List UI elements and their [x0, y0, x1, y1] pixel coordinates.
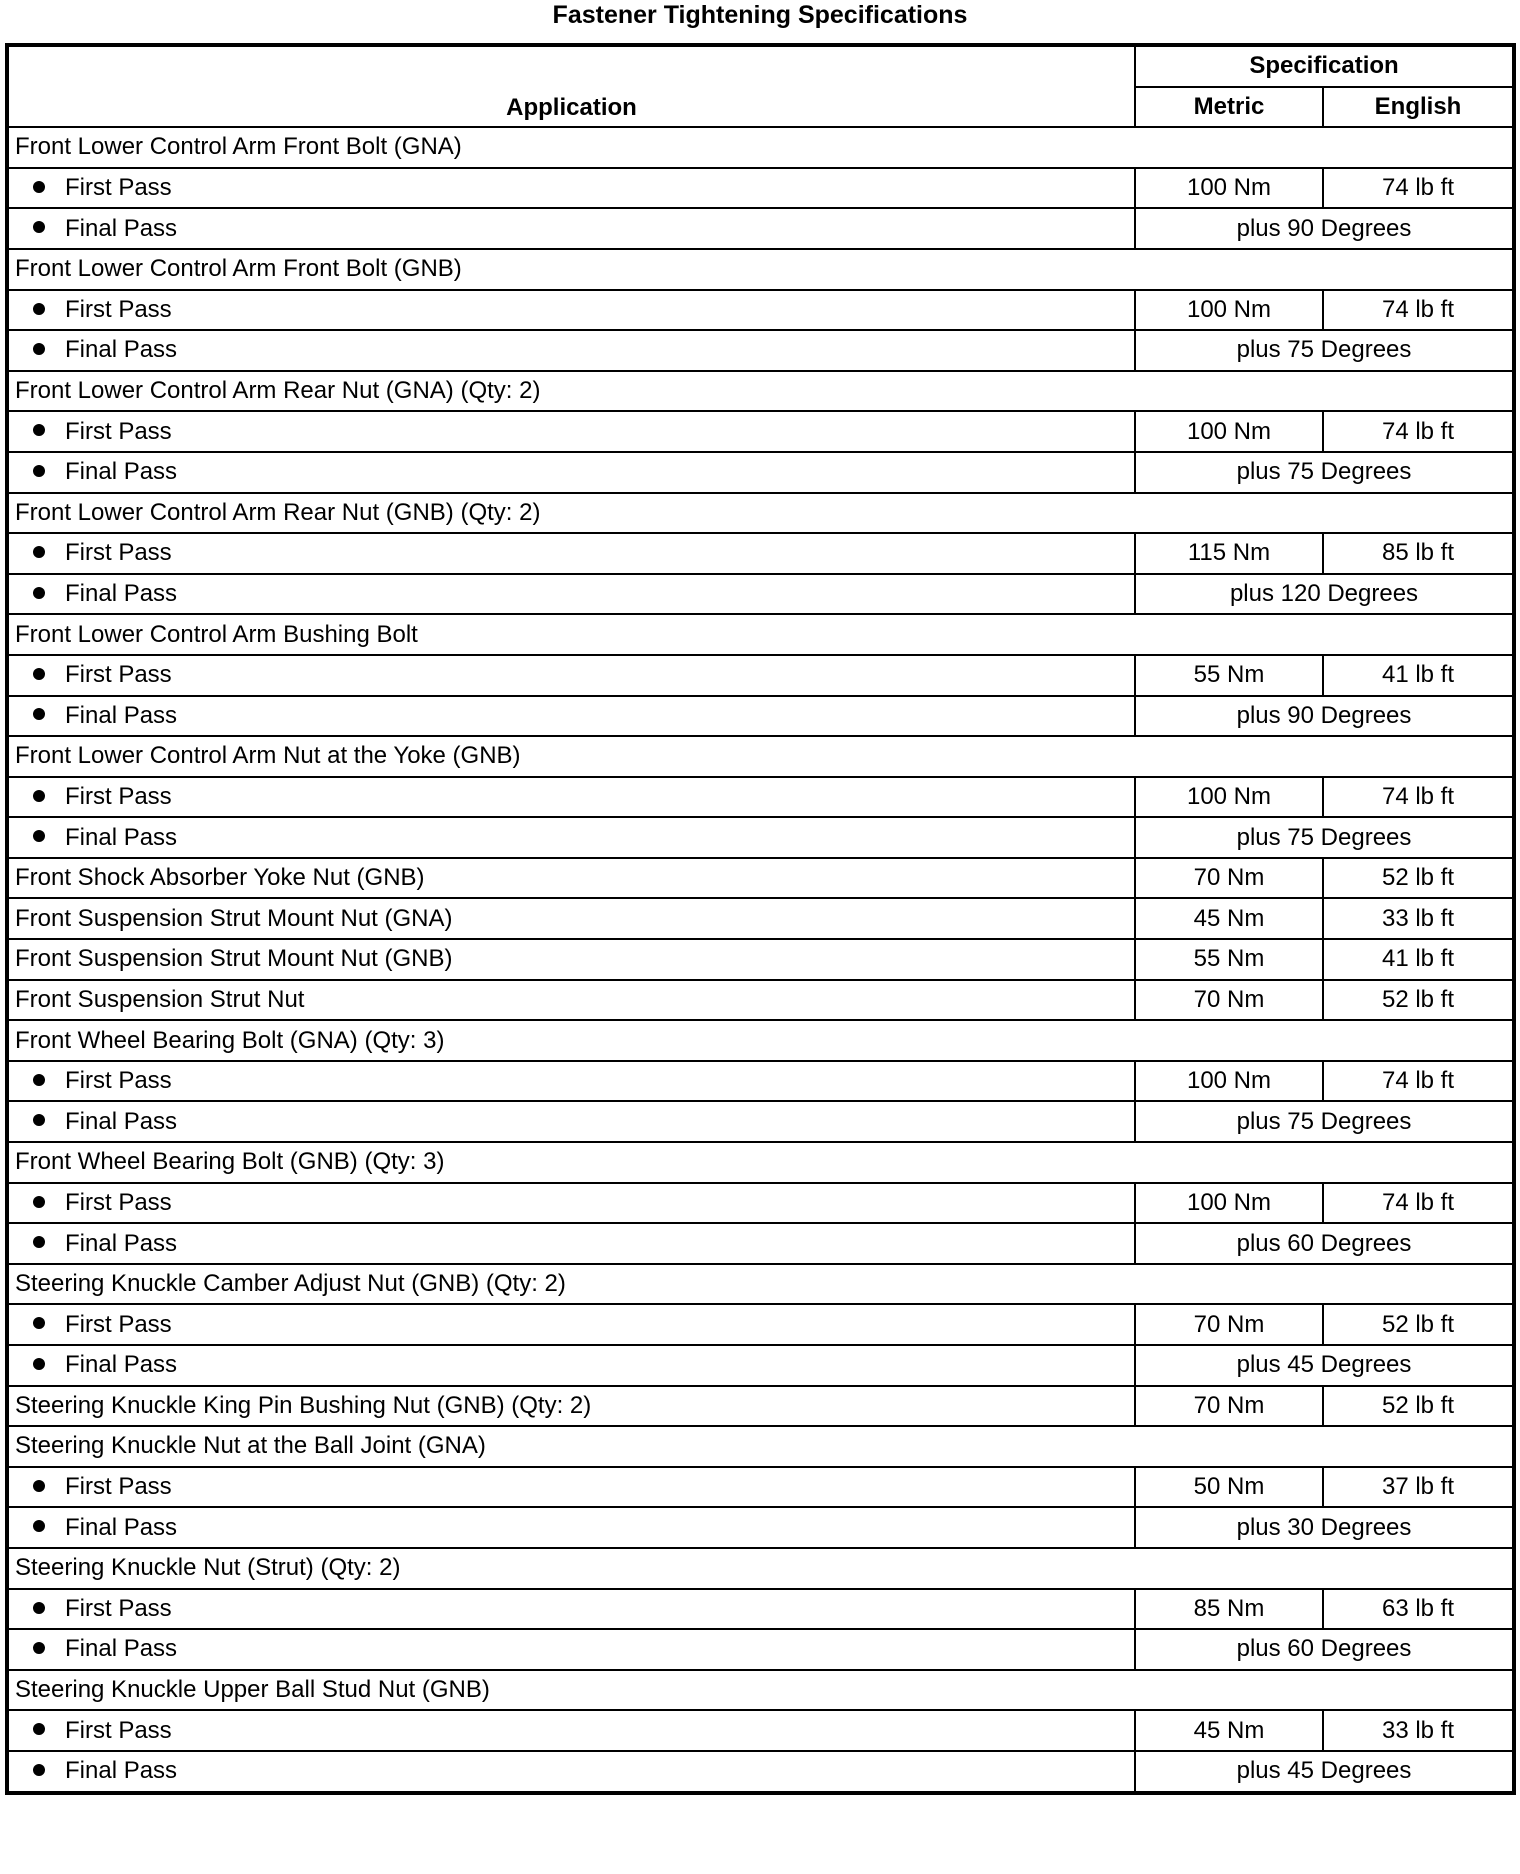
metric-cell-text: 100 Nm	[1186, 174, 1272, 202]
english-cell	[1323, 1304, 1514, 1345]
header-metric: Metric	[1135, 87, 1323, 128]
application-cell	[7, 1548, 1514, 1589]
bullet-icon	[33, 1358, 45, 1370]
application-cell	[7, 1426, 1514, 1467]
pass-label: First Pass	[65, 1188, 172, 1216]
bullet-icon	[33, 708, 45, 720]
metric-cell-text: 100 Nm	[1186, 782, 1272, 810]
pass-label: First Pass	[65, 1594, 172, 1622]
application-cell	[7, 168, 1135, 209]
pass-label: Final Pass	[65, 701, 178, 729]
bullet-icon	[33, 668, 45, 680]
table-row	[7, 208, 1514, 249]
table-row	[7, 127, 1514, 168]
metric-cell	[1135, 980, 1323, 1021]
application-cell	[7, 330, 1135, 371]
application-cell	[7, 1345, 1135, 1386]
header-row-top	[7, 45, 1514, 87]
metric-cell	[1135, 898, 1323, 939]
bullet-icon	[33, 343, 45, 355]
pass-label: Final Pass	[65, 1351, 178, 1379]
angle-spec-cell-text: plus 90 Degrees	[1236, 214, 1412, 242]
table-row	[7, 898, 1514, 939]
application-cell-text: Steering Knuckle Camber Adjust Nut (GNB) (Qty: 2)	[15, 1270, 566, 1298]
angle-spec-cell-text: plus 60 Degrees	[1236, 1229, 1412, 1257]
pass-label: First Pass	[65, 417, 172, 445]
metric-cell-text: 70 Nm	[1193, 1391, 1265, 1419]
metric-cell	[1135, 1061, 1323, 1102]
english-cell	[1323, 655, 1514, 696]
application-cell	[7, 939, 1135, 980]
application-cell-text: Steering Knuckle Nut (Strut) (Qty: 2)	[15, 1554, 401, 1582]
application-cell	[7, 696, 1135, 737]
table-row	[7, 817, 1514, 858]
english-cell-text: 74 lb ft	[1381, 295, 1455, 323]
bullet-icon	[33, 1074, 45, 1086]
table-row	[7, 1101, 1514, 1142]
table-row	[7, 655, 1514, 696]
pass-label: Final Pass	[65, 1107, 178, 1135]
application-cell	[7, 1142, 1514, 1183]
bullet-icon	[33, 587, 45, 599]
bullet-icon	[33, 1480, 45, 1492]
angle-spec-cell	[1135, 817, 1514, 858]
angle-spec-cell-text: plus 75 Degrees	[1236, 458, 1412, 486]
angle-spec-cell	[1135, 330, 1514, 371]
metric-cell	[1135, 777, 1323, 818]
application-cell-text: Front Wheel Bearing Bolt (GNB) (Qty: 3)	[15, 1148, 445, 1176]
application-cell-text: Front Lower Control Arm Rear Nut (GNB) (Qty: 2)	[15, 498, 541, 526]
table-row	[7, 1183, 1514, 1224]
angle-spec-cell	[1135, 1507, 1514, 1548]
application-cell-text: Front Shock Absorber Yoke Nut (GNB)	[15, 864, 425, 892]
application-cell	[7, 614, 1514, 655]
bullet-icon	[33, 1236, 45, 1248]
english-cell-text: 74 lb ft	[1381, 417, 1455, 445]
pass-label: First Pass	[65, 295, 172, 323]
english-cell-text: 41 lb ft	[1381, 661, 1455, 689]
application-cell	[7, 127, 1514, 168]
application-cell-text: Front Suspension Strut Mount Nut (GNB)	[15, 945, 453, 973]
application-cell-text: Front Wheel Bearing Bolt (GNA) (Qty: 3)	[15, 1026, 445, 1054]
page-title: Fastener Tightening Specifications	[552, 1, 968, 29]
application-cell	[7, 1751, 1135, 1793]
metric-cell	[1135, 1467, 1323, 1508]
bullet-icon	[33, 1723, 45, 1735]
english-cell-text: 85 lb ft	[1381, 539, 1455, 567]
angle-spec-cell-text: plus 45 Degrees	[1236, 1757, 1412, 1785]
table-row	[7, 533, 1514, 574]
metric-cell-text: 115 Nm	[1187, 539, 1271, 567]
application-cell	[7, 411, 1135, 452]
english-cell-text: 52 lb ft	[1381, 1391, 1455, 1419]
application-cell	[7, 1386, 1135, 1427]
pass-label: Final Pass	[65, 1229, 178, 1257]
metric-cell	[1135, 939, 1323, 980]
metric-cell-text: 55 Nm	[1193, 661, 1265, 689]
application-cell	[7, 1507, 1135, 1548]
bullet-icon	[33, 1764, 45, 1776]
angle-spec-cell-text: plus 75 Degrees	[1236, 823, 1412, 851]
english-cell	[1323, 411, 1514, 452]
metric-cell	[1135, 290, 1323, 331]
application-cell	[7, 1223, 1135, 1264]
application-cell	[7, 1629, 1135, 1670]
english-cell-text: 37 lb ft	[1381, 1473, 1455, 1501]
angle-spec-cell	[1135, 1629, 1514, 1670]
english-cell-text: 52 lb ft	[1381, 864, 1455, 892]
bullet-icon	[33, 790, 45, 802]
angle-spec-cell	[1135, 574, 1514, 615]
english-cell-text: 41 lb ft	[1381, 945, 1455, 973]
bullet-icon	[33, 1114, 45, 1126]
english-cell	[1323, 1710, 1514, 1751]
application-cell	[7, 777, 1135, 818]
pass-label: Final Pass	[65, 823, 178, 851]
table-row	[7, 1061, 1514, 1102]
angle-spec-cell	[1135, 1751, 1514, 1793]
application-cell	[7, 858, 1135, 899]
table-row	[7, 1426, 1514, 1467]
application-cell	[7, 452, 1135, 493]
pass-label: Final Pass	[65, 458, 178, 486]
table-row	[7, 371, 1514, 412]
application-cell	[7, 249, 1514, 290]
english-cell-text: 74 lb ft	[1381, 1188, 1455, 1216]
header-english: English	[1323, 87, 1514, 128]
table-row	[7, 1507, 1514, 1548]
pass-label: Final Pass	[65, 336, 178, 364]
angle-spec-cell-text: plus 75 Degrees	[1236, 336, 1412, 364]
table-row	[7, 777, 1514, 818]
application-cell	[7, 898, 1135, 939]
table-row	[7, 1142, 1514, 1183]
metric-cell-text: 100 Nm	[1186, 1067, 1272, 1095]
angle-spec-cell-text: plus 30 Degrees	[1236, 1513, 1412, 1541]
table-row	[7, 980, 1514, 1021]
spec-table-body	[7, 127, 1514, 1792]
english-cell-text: 52 lb ft	[1381, 985, 1455, 1013]
english-cell	[1323, 290, 1514, 331]
english-cell	[1323, 1061, 1514, 1102]
table-row	[7, 1304, 1514, 1345]
application-cell	[7, 736, 1514, 777]
english-cell	[1323, 858, 1514, 899]
metric-cell	[1135, 533, 1323, 574]
table-row	[7, 452, 1514, 493]
pass-label: Final Pass	[65, 580, 178, 608]
bullet-icon	[33, 1602, 45, 1614]
metric-cell-text: 70 Nm	[1193, 864, 1265, 892]
angle-spec-cell	[1135, 208, 1514, 249]
table-row	[7, 1345, 1514, 1386]
metric-cell-text: 70 Nm	[1193, 985, 1265, 1013]
angle-spec-cell-text: plus 120 Degrees	[1229, 580, 1419, 608]
metric-cell-text: 85 Nm	[1193, 1594, 1265, 1622]
metric-cell-text: 50 Nm	[1193, 1473, 1265, 1501]
application-cell	[7, 655, 1135, 696]
english-cell-text: 33 lb ft	[1381, 1716, 1455, 1744]
application-cell-text: Steering Knuckle Nut at the Ball Joint (GNA)	[15, 1432, 486, 1460]
application-cell	[7, 1304, 1135, 1345]
bullet-icon	[33, 424, 45, 436]
metric-cell	[1135, 1304, 1323, 1345]
metric-cell	[1135, 858, 1323, 899]
english-cell-text: 33 lb ft	[1381, 904, 1455, 932]
table-row	[7, 1629, 1514, 1670]
metric-cell	[1135, 1183, 1323, 1224]
application-cell-text: Front Lower Control Arm Front Bolt (GNA)	[15, 133, 462, 161]
bullet-icon	[33, 1520, 45, 1532]
application-cell	[7, 1264, 1514, 1305]
table-row	[7, 1670, 1514, 1711]
english-cell	[1323, 1589, 1514, 1630]
english-cell	[1323, 939, 1514, 980]
english-cell	[1323, 533, 1514, 574]
bullet-icon	[33, 1196, 45, 1208]
english-cell-text: 74 lb ft	[1381, 782, 1455, 810]
table-row	[7, 1548, 1514, 1589]
application-cell-text: Steering Knuckle Upper Ball Stud Nut (GNB)	[15, 1676, 490, 1704]
table-row	[7, 736, 1514, 777]
english-cell	[1323, 1386, 1514, 1427]
application-cell-text: Front Lower Control Arm Bushing Bolt	[15, 620, 418, 648]
metric-cell-text: 55 Nm	[1193, 945, 1265, 973]
english-cell-text: 74 lb ft	[1381, 174, 1455, 202]
metric-cell-text: 100 Nm	[1186, 1188, 1272, 1216]
bullet-icon	[33, 465, 45, 477]
angle-spec-cell-text: plus 90 Degrees	[1236, 701, 1412, 729]
pass-label: Final Pass	[65, 214, 178, 242]
application-cell-text: Front Lower Control Arm Rear Nut (GNA) (Qty: 2)	[15, 377, 541, 405]
fastener-spec-table	[5, 43, 1516, 1795]
application-cell	[7, 493, 1514, 534]
table-row	[7, 411, 1514, 452]
table-row	[7, 1020, 1514, 1061]
header-application: Application	[7, 45, 1135, 127]
english-cell-text: 74 lb ft	[1381, 1067, 1455, 1095]
table-row	[7, 1751, 1514, 1793]
application-cell-text: Front Lower Control Arm Front Bolt (GNB)	[15, 255, 462, 283]
angle-spec-cell-text: plus 75 Degrees	[1236, 1107, 1412, 1135]
application-cell	[7, 817, 1135, 858]
metric-cell-text: 70 Nm	[1193, 1310, 1265, 1338]
application-cell	[7, 1589, 1135, 1630]
metric-cell	[1135, 1710, 1323, 1751]
table-row	[7, 614, 1514, 655]
table-row	[7, 330, 1514, 371]
application-cell	[7, 533, 1135, 574]
angle-spec-cell	[1135, 452, 1514, 493]
pass-label: First Pass	[65, 1473, 172, 1501]
metric-cell-text: 45 Nm	[1193, 1716, 1265, 1744]
english-cell	[1323, 1467, 1514, 1508]
metric-cell-text: 100 Nm	[1186, 417, 1272, 445]
pass-label: Final Pass	[65, 1757, 178, 1785]
pass-label: Final Pass	[65, 1513, 178, 1541]
application-cell-text: Front Lower Control Arm Nut at the Yoke (GNB)	[15, 742, 521, 770]
pass-label: First Pass	[65, 782, 172, 810]
application-cell	[7, 371, 1514, 412]
application-cell	[7, 1020, 1514, 1061]
pass-label: First Pass	[65, 1310, 172, 1338]
metric-cell	[1135, 168, 1323, 209]
application-cell	[7, 980, 1135, 1021]
metric-cell	[1135, 1386, 1323, 1427]
table-row	[7, 249, 1514, 290]
bullet-icon	[33, 1317, 45, 1329]
bullet-icon	[33, 303, 45, 315]
table-row	[7, 1223, 1514, 1264]
table-row	[7, 1710, 1514, 1751]
table-row	[7, 1467, 1514, 1508]
english-cell-text: 52 lb ft	[1381, 1310, 1455, 1338]
pass-label: First Pass	[65, 539, 172, 567]
angle-spec-cell	[1135, 1345, 1514, 1386]
application-cell-text: Steering Knuckle King Pin Bushing Nut (GNB) (Qty: 2)	[15, 1391, 592, 1419]
bullet-icon	[33, 830, 45, 842]
table-row	[7, 939, 1514, 980]
application-cell	[7, 1670, 1514, 1711]
table-row	[7, 858, 1514, 899]
metric-cell	[1135, 1589, 1323, 1630]
application-cell	[7, 574, 1135, 615]
pass-label: First Pass	[65, 661, 172, 689]
bullet-icon	[33, 181, 45, 193]
table-row	[7, 1589, 1514, 1630]
table-row	[7, 493, 1514, 534]
application-cell	[7, 1710, 1135, 1751]
table-row	[7, 290, 1514, 331]
english-cell	[1323, 777, 1514, 818]
table-row	[7, 168, 1514, 209]
application-cell-text: Front Suspension Strut Nut	[15, 985, 305, 1013]
table-row	[7, 1386, 1514, 1427]
english-cell	[1323, 898, 1514, 939]
table-row	[7, 574, 1514, 615]
table-row	[7, 1264, 1514, 1305]
angle-spec-cell-text: plus 45 Degrees	[1236, 1351, 1412, 1379]
bullet-icon	[33, 221, 45, 233]
application-cell-text: Front Suspension Strut Mount Nut (GNA)	[15, 904, 453, 932]
angle-spec-cell-text: plus 60 Degrees	[1236, 1635, 1412, 1663]
pass-label: First Pass	[65, 1067, 172, 1095]
application-cell	[7, 1101, 1135, 1142]
english-cell	[1323, 1183, 1514, 1224]
application-cell	[7, 208, 1135, 249]
metric-cell	[1135, 411, 1323, 452]
angle-spec-cell	[1135, 1101, 1514, 1142]
metric-cell-text: 100 Nm	[1186, 295, 1272, 323]
angle-spec-cell	[1135, 696, 1514, 737]
application-cell	[7, 290, 1135, 331]
header-specification: Specification	[1135, 45, 1514, 87]
application-cell	[7, 1467, 1135, 1508]
pass-label: First Pass	[65, 174, 172, 202]
english-cell	[1323, 168, 1514, 209]
metric-cell-text: 45 Nm	[1193, 904, 1265, 932]
application-cell	[7, 1183, 1135, 1224]
angle-spec-cell	[1135, 1223, 1514, 1264]
bullet-icon	[33, 1642, 45, 1654]
metric-cell	[1135, 655, 1323, 696]
table-row	[7, 696, 1514, 737]
application-cell	[7, 1061, 1135, 1102]
english-cell-text: 63 lb ft	[1381, 1594, 1455, 1622]
english-cell	[1323, 980, 1514, 1021]
bullet-icon	[33, 546, 45, 558]
pass-label: Final Pass	[65, 1635, 178, 1663]
pass-label: First Pass	[65, 1716, 172, 1744]
